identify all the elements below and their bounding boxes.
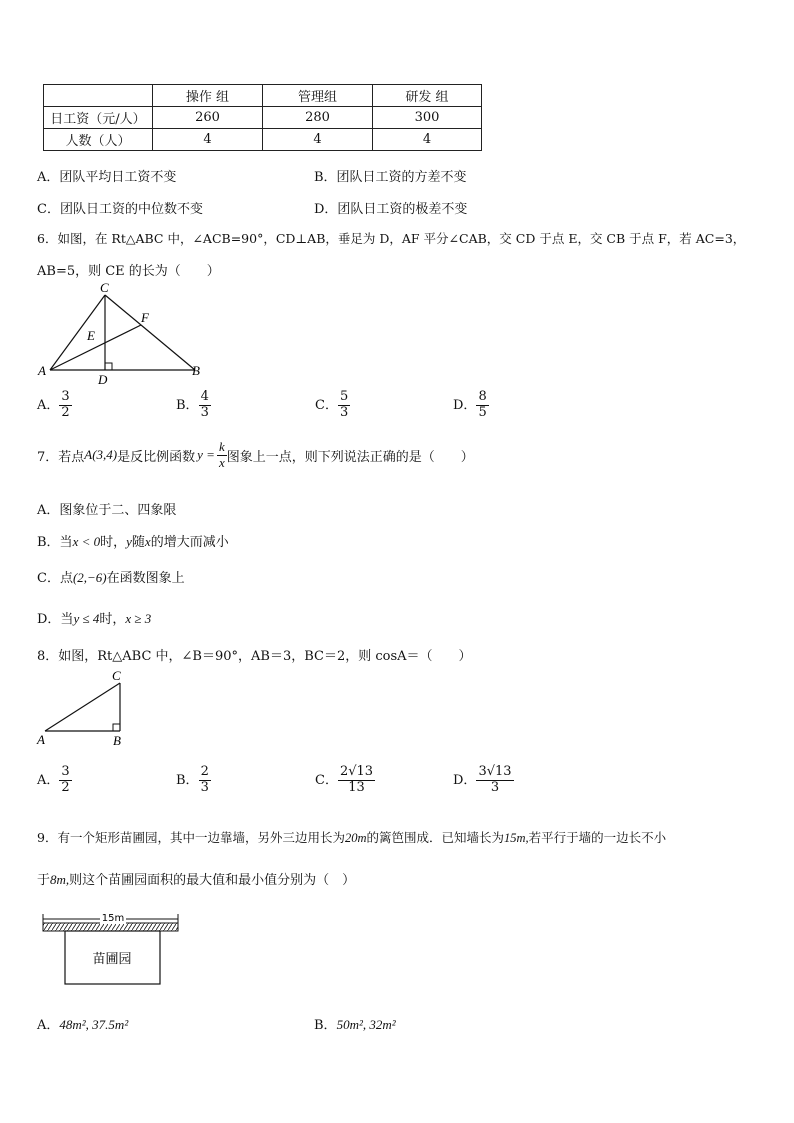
denominator: 3 (200, 404, 209, 420)
q7-func-fraction (217, 440, 227, 471)
q5-option-d[interactable]: D．团队日工资的极差不变 (314, 202, 468, 217)
q9-option-a[interactable] (37, 1014, 128, 1033)
q7-option-d[interactable] (37, 608, 151, 627)
segment-ac (45, 683, 120, 731)
q6-option-c[interactable] (315, 390, 350, 421)
q6-option-b[interactable] (176, 390, 211, 421)
option-value: 48m², 37.5m² (59, 1017, 129, 1032)
q7-option-b[interactable] (37, 531, 229, 550)
fraction (59, 765, 71, 796)
q7-option-c[interactable] (37, 567, 185, 586)
garden-label: 苗圃园 (92, 952, 132, 967)
q7-func-lhs: y = (197, 447, 215, 463)
wall-length-label: 15m (101, 913, 125, 924)
numerator: 2√13 (339, 764, 374, 779)
text: 随 (131, 535, 145, 550)
label-a: A (38, 363, 46, 378)
q8-triangle-figure (30, 666, 140, 750)
option-letter: B． (314, 1018, 337, 1033)
math: 15m, (504, 831, 529, 845)
q7-question (37, 440, 474, 471)
text: C．点 (37, 571, 73, 586)
table-header-cell: 管理组 (263, 85, 373, 107)
text: D．当 (37, 612, 74, 627)
segment-cb (105, 295, 195, 370)
text: 于 (37, 873, 51, 888)
table-header-cell: 研发 组 (373, 85, 482, 107)
math: x (144, 534, 151, 549)
q5-option-b[interactable]: B．团队日工资的方差不变 (314, 170, 467, 185)
segment-af (50, 325, 141, 370)
text: 在函数图象上 (106, 571, 185, 586)
option-letter: B． (176, 772, 199, 788)
option-letter: C． (315, 772, 338, 788)
numerator: 3√13 (478, 764, 512, 779)
table-row (44, 107, 482, 129)
math: x < 0 (72, 534, 101, 549)
denominator: 2 (61, 779, 70, 795)
q6-option-d[interactable] (453, 390, 489, 421)
text: 时， (100, 535, 127, 550)
q8-option-a[interactable] (37, 765, 72, 796)
math: (2,−6) (72, 570, 107, 585)
denominator: 3 (200, 779, 209, 795)
math: 20m (344, 831, 367, 845)
table-cell (44, 85, 153, 107)
table-row (44, 129, 482, 151)
fraction (59, 390, 71, 421)
option-letter: C． (315, 397, 338, 413)
denominator: x (218, 454, 225, 470)
q6-triangle-figure (30, 278, 220, 388)
label-f: F (141, 310, 149, 325)
option-letter: D． (453, 772, 477, 788)
right-angle-mark (105, 363, 112, 370)
denominator: 5 (478, 404, 487, 420)
label-c: C (112, 668, 121, 683)
q7-suffix: 图象上一点，则下列说法正确的是（ ） (226, 449, 474, 465)
numerator: 5 (339, 389, 349, 404)
text: 的增大而减小 (150, 535, 229, 550)
text: 若平行于墙的一边长不小 (528, 830, 667, 845)
text: 则这个苗圃园面积的最大值和最小值分别为（ ） (69, 873, 356, 888)
numerator: 2 (200, 764, 209, 779)
label-d: D (98, 372, 108, 387)
q8-option-c[interactable] (315, 765, 375, 796)
right-angle-mark (113, 724, 120, 731)
label-b: B (113, 733, 121, 748)
q7-mid: 是反比例函数 (117, 449, 196, 465)
numerator: 8 (478, 389, 487, 404)
fraction (199, 390, 211, 421)
option-letter: A． (37, 772, 60, 788)
wall (43, 923, 178, 931)
table-header-row (44, 85, 482, 107)
numerator: 4 (200, 389, 209, 404)
table-cell: 4 (153, 129, 263, 151)
label-e: E (87, 328, 95, 343)
q5-option-a[interactable]: A．团队平均日工资不变 (37, 170, 177, 185)
q9-option-b[interactable] (314, 1014, 396, 1033)
label-b: B (192, 363, 200, 378)
label-c: C (100, 280, 109, 295)
q8-option-b[interactable] (176, 765, 211, 796)
label-a: A (37, 732, 45, 747)
q9-question-line2 (37, 869, 355, 888)
table-cell: 260 (153, 107, 263, 129)
q7-point: A(3,4) (84, 447, 118, 463)
table-cell: 4 (263, 129, 373, 151)
q6-question-line2: AB=5，则 CE 的长为（ ） (37, 264, 220, 279)
table-header-cell: 操作 组 (153, 85, 263, 107)
table-cell: 300 (373, 107, 482, 129)
fraction (338, 390, 350, 421)
denominator: 3 (490, 779, 500, 795)
numerator: k (218, 439, 225, 454)
wage-table (43, 84, 482, 151)
numerator: 3 (61, 764, 70, 779)
text: 的篱笆围成．已知墙长为 (366, 830, 505, 845)
math: x ≥ 3 (125, 611, 152, 626)
numerator: 3 (61, 389, 70, 404)
option-letter: B． (176, 397, 199, 413)
denominator: 3 (339, 404, 349, 420)
q6-question-line1: 6．如图，在 Rt△ABC 中，∠ACB=90°，CD⊥AB，垂足为 D，AF 平分∠CAB，交 CD 于点 E，交 CB 于点 F，若 AC=3， (37, 231, 746, 246)
fraction (476, 765, 513, 796)
fraction (476, 390, 488, 421)
table-cell: 4 (373, 129, 482, 151)
table-cell: 280 (263, 107, 373, 129)
q9-garden-figure (36, 906, 186, 990)
q7-option-a[interactable]: A．图象位于二、四象限 (37, 503, 177, 518)
option-letter: D． (453, 397, 477, 413)
q6-option-a[interactable] (37, 390, 72, 421)
option-value: 50m², 32m² (336, 1017, 396, 1032)
denominator: 2 (61, 404, 70, 420)
fraction (199, 765, 211, 796)
fraction (338, 765, 375, 796)
table-cell: 人数（人） (44, 129, 153, 151)
table-cell: 日工资（元/人） (44, 107, 153, 129)
q5-option-c[interactable]: C．团队日工资的中位数不变 (37, 202, 203, 217)
text: 时， (99, 612, 126, 627)
denominator: 13 (348, 779, 365, 795)
option-letter: A． (37, 397, 60, 413)
math: y ≤ 4 (73, 611, 100, 626)
text: B．当 (37, 535, 73, 550)
q7-prefix: 7．若点 (37, 449, 85, 465)
q9-question-line1 (37, 828, 666, 846)
text: 9．有一个矩形苗圃园，其中一边靠墙，另外三边用长为 (37, 830, 345, 845)
q8-question: 8．如图，Rt△ABC 中，∠B＝90°，AB＝3，BC＝2，则 cosA＝（ ） (37, 649, 472, 664)
math: 8m, (50, 872, 70, 887)
q8-option-d[interactable] (453, 765, 514, 796)
math: y (126, 534, 132, 549)
segment-ac (50, 295, 105, 370)
option-letter: A． (37, 1018, 60, 1033)
